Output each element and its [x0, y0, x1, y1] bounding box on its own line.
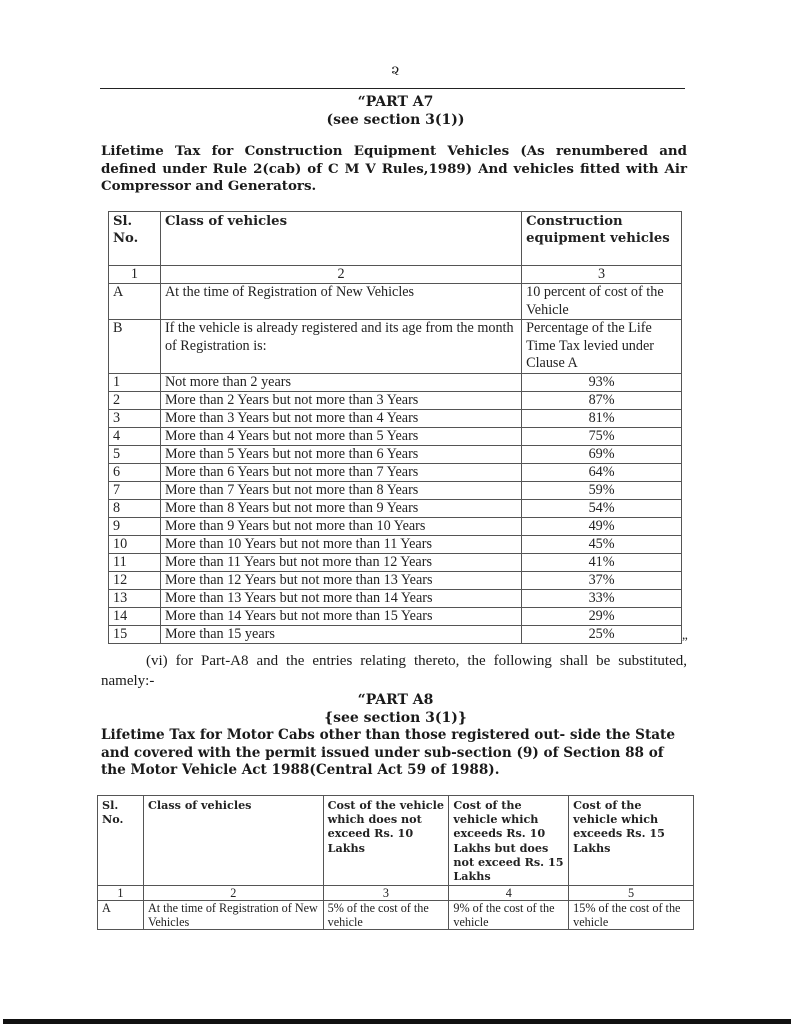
row-class: More than 7 Years but not more than 8 Years: [160, 481, 521, 499]
column-number: 3: [522, 266, 682, 284]
column-number-row: [98, 886, 694, 901]
row-sl: 11: [109, 553, 161, 571]
row-class: More than 12 Years but not more than 13 Years: [160, 571, 521, 589]
row-class: More than 11 Years but not more than 12 Years: [160, 553, 521, 571]
row-class: Not more than 2 years: [160, 373, 521, 391]
row-class: More than 14 Years but not more than 15 Years: [160, 607, 521, 625]
closing-quote: ”: [682, 634, 688, 649]
row-cost-10-to-15-lakhs: 9% of the cost of the vehicle: [449, 901, 569, 930]
column-number: 5: [569, 886, 694, 901]
table-row: [109, 445, 682, 463]
page-bottom-edge: [3, 1019, 791, 1024]
part-a7-subtitle: (see section 3(1)): [326, 112, 465, 128]
row-value: 37%: [522, 571, 682, 589]
table-row: [109, 499, 682, 517]
row-class: More than 13 Years but not more than 14 Years: [160, 589, 521, 607]
row-sl: 2: [109, 391, 161, 409]
row-value: 33%: [522, 589, 682, 607]
row-class: More than 3 Years but not more than 4 Years: [160, 409, 521, 427]
row-class: More than 6 Years but not more than 7 Years: [160, 463, 521, 481]
row-class: At the time of Registration of New Vehicles: [143, 901, 323, 930]
row-sl: A: [109, 284, 161, 320]
row-sl: 10: [109, 535, 161, 553]
row-value: 81%: [522, 409, 682, 427]
column-number-row: [109, 266, 682, 284]
row-sl: 3: [109, 409, 161, 427]
row-value: 49%: [522, 517, 682, 535]
header-rule: [100, 88, 685, 89]
row-sl: 9: [109, 517, 161, 535]
table-row: [98, 901, 694, 930]
table-row: [109, 463, 682, 481]
part-a8-description: Lifetime Tax for Motor Cabs other than those registered out- side the State and covered with the permit issued under sub-section (9) of Section 88 of the Motor Vehicle Act 1988(Central Act 59 of 1988).: [101, 727, 675, 778]
row-value: 64%: [522, 463, 682, 481]
row-value: Percentage of the Life Time Tax levied under Clause A: [522, 320, 682, 374]
header-cost-above-15-lakhs: Cost of the vehicle which exceeds Rs. 15 Lakhs: [569, 796, 694, 886]
row-sl: 5: [109, 445, 161, 463]
row-cost-upto-10-lakhs: 5% of the cost of the vehicle: [323, 901, 449, 930]
row-sl: 13: [109, 589, 161, 607]
row-value: 75%: [522, 427, 682, 445]
part-a7-table: [108, 211, 682, 644]
row-value: 93%: [522, 373, 682, 391]
row-value: 41%: [522, 553, 682, 571]
row-value: 25%: [522, 625, 682, 643]
row-value: 29%: [522, 607, 682, 625]
row-value: 10 percent of cost of the Vehicle: [522, 284, 682, 320]
row-value: 59%: [522, 481, 682, 499]
header-cost-10-to-15-lakhs: Cost of the vehicle which exceeds Rs. 10 Lakhs but does not exceed Rs. 15 Lakhs: [449, 796, 569, 886]
table-row: [109, 409, 682, 427]
table-row: [109, 373, 682, 391]
column-number: 1: [109, 266, 161, 284]
table-row: [109, 517, 682, 535]
row-class: More than 10 Years but not more than 11 Years: [160, 535, 521, 553]
row-value: 87%: [522, 391, 682, 409]
part-a8-subtitle: {see section 3(1)}: [324, 710, 467, 726]
row-sl: 15: [109, 625, 161, 643]
table-row: [109, 481, 682, 499]
part-a7-title: “PART A7: [357, 94, 434, 110]
header-cost-upto-10-lakhs: Cost of the vehicle which does not exceed Rs. 10 Lakhs: [323, 796, 449, 886]
row-class: More than 4 Years but not more than 5 Years: [160, 427, 521, 445]
row-class: At the time of Registration of New Vehicles: [160, 284, 521, 320]
column-number: 4: [449, 886, 569, 901]
header-class-of-vehicles: Class of vehicles: [143, 796, 323, 886]
header-sl-no: Sl. No.: [98, 796, 144, 886]
part-a8-table: [97, 795, 694, 930]
row-class: More than 8 Years but not more than 9 Years: [160, 499, 521, 517]
row-class: More than 15 years: [160, 625, 521, 643]
page-number: ૨: [391, 64, 400, 79]
column-number: 2: [160, 266, 521, 284]
row-cost-above-15-lakhs: 15% of the cost of the vehicle: [569, 901, 694, 930]
row-value: 45%: [522, 535, 682, 553]
part-a8-title: “PART A8: [357, 692, 434, 708]
row-value: 54%: [522, 499, 682, 517]
table-row: [109, 553, 682, 571]
row-sl: 6: [109, 463, 161, 481]
table-row: [109, 571, 682, 589]
row-class: More than 5 Years but not more than 6 Years: [160, 445, 521, 463]
header-construction-equipment: Construction equipment vehicles: [522, 212, 682, 266]
column-number: 3: [323, 886, 449, 901]
row-sl: A: [98, 901, 144, 930]
header-sl-no: Sl. No.: [109, 212, 161, 266]
row-class: More than 2 Years but not more than 3 Years: [160, 391, 521, 409]
row-sl: 1: [109, 373, 161, 391]
table-row: [109, 427, 682, 445]
table-row: [109, 320, 682, 374]
row-sl: 4: [109, 427, 161, 445]
table-header-row: [109, 212, 682, 266]
header-class-of-vehicles: Class of vehicles: [160, 212, 521, 266]
row-class: More than 9 Years but not more than 10 Years: [160, 517, 521, 535]
column-number: 2: [143, 886, 323, 901]
table-row: [109, 535, 682, 553]
row-sl: 7: [109, 481, 161, 499]
table-row: [109, 625, 682, 643]
column-number: 1: [98, 886, 144, 901]
part-a7-description: Lifetime Tax for Construction Equipment Vehicles (As renumbered and defined under Rule 2(cab) of C M V Rules,1989) And vehicles fitted with Air Compressor and Generators.: [101, 143, 687, 194]
row-sl: 12: [109, 571, 161, 589]
table-row: [109, 284, 682, 320]
row-sl: 14: [109, 607, 161, 625]
table-row: [109, 391, 682, 409]
row-sl: B: [109, 320, 161, 374]
table-row: [109, 589, 682, 607]
row-sl: 8: [109, 499, 161, 517]
row-class: If the vehicle is already registered and its age from the month of Registration is:: [160, 320, 521, 374]
row-value: 69%: [522, 445, 682, 463]
table-header-row: [98, 796, 694, 886]
clause-vi-text: (vi) for Part-A8 and the entries relating thereto, the following shall be substituted, namely:-: [101, 653, 687, 689]
table-row: [109, 607, 682, 625]
